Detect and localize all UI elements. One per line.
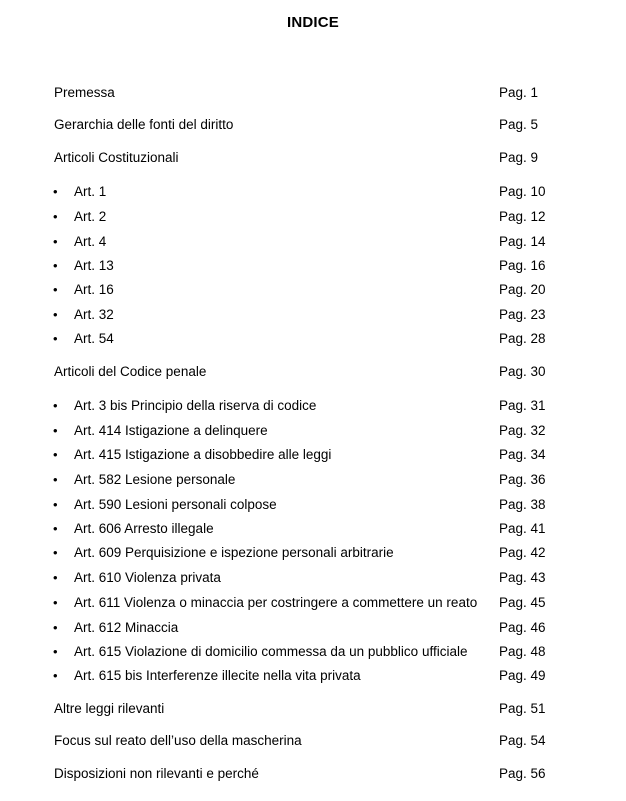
toc-entry-page: Pag. 45: [499, 595, 546, 610]
bullet-icon: •: [53, 644, 58, 659]
page-title: INDICE: [286, 14, 340, 31]
toc-entry: [0, 183, 626, 201]
toc-entry: [0, 422, 626, 440]
bullet-icon: •: [53, 423, 58, 438]
toc-entry-page: Pag. 31: [499, 398, 546, 413]
bullet-icon: •: [53, 521, 58, 536]
toc-entry-page: Pag. 41: [499, 521, 546, 536]
bullet-icon: •: [53, 447, 58, 462]
toc-entry-page: Pag. 56: [499, 766, 546, 781]
toc-entry: [0, 330, 626, 348]
toc-entry: [0, 619, 626, 637]
toc-entry-label: Art. 3 bis Principio della riserva di codice: [74, 398, 317, 413]
toc-entry-label: Art. 415 Istigazione a disobbedire alle leggi: [74, 447, 332, 462]
toc-entry: [0, 281, 626, 299]
bullet-icon: •: [53, 307, 58, 322]
toc-entry-page: Pag. 30: [499, 364, 546, 379]
toc-entry: [0, 306, 626, 324]
toc-entry-label: Art. 611 Violenza o minaccia per costringere a commettere un reato: [74, 595, 478, 610]
toc-entry-page: Pag. 16: [499, 258, 546, 273]
bullet-icon: •: [53, 398, 58, 413]
toc-entry-label: Art. 606 Arresto illegale: [74, 521, 214, 536]
bullet-icon: •: [53, 234, 58, 249]
toc-entry-label: Art. 32: [74, 307, 114, 322]
bullet-icon: •: [53, 258, 58, 273]
toc-entry-label: Art. 4: [74, 234, 107, 249]
bullet-icon: •: [53, 472, 58, 487]
toc-entry-page: Pag. 54: [499, 733, 546, 748]
toc-entry-page: Pag. 12: [499, 209, 546, 224]
toc-entry-label: Art. 582 Lesione personale: [74, 472, 236, 487]
toc-entry-page: Pag. 10: [499, 184, 546, 199]
toc-entry-label: Art. 16: [74, 282, 114, 297]
toc-entry-page: Pag. 23: [499, 307, 546, 322]
toc-entry-page: Pag. 51: [499, 701, 546, 716]
toc-entry: [0, 149, 626, 167]
bullet-icon: •: [53, 209, 58, 224]
toc-entry: [0, 667, 626, 685]
bullet-icon: •: [53, 184, 58, 199]
toc-entry: [0, 700, 626, 718]
toc-entry-page: Pag. 1: [499, 85, 539, 100]
toc-entry: [0, 84, 626, 102]
toc-entry: [0, 363, 626, 381]
toc-entry-label: Art. 615 bis Interferenze illecite nella vita privata: [74, 668, 361, 683]
toc-entry-label: Art. 609 Perquisizione e ispezione personali arbitrarie: [74, 545, 394, 560]
toc-entry-label: Art. 590 Lesioni personali colpose: [74, 497, 277, 512]
toc-entry: [0, 496, 626, 514]
toc-entry-label: Focus sul reato dell’uso della mascherina: [54, 733, 302, 748]
toc-entry: [0, 446, 626, 464]
toc-entry-page: Pag. 46: [499, 620, 546, 635]
toc-entry: [0, 520, 626, 538]
toc-entry: [0, 643, 626, 661]
toc-entry: [0, 765, 626, 783]
bullet-icon: •: [53, 282, 58, 297]
bullet-icon: •: [53, 570, 58, 585]
toc-entry-label: Disposizioni non rilevanti e perché: [54, 766, 259, 781]
toc-entry-label: Art. 612 Minaccia: [74, 620, 179, 635]
bullet-icon: •: [53, 545, 58, 560]
toc-entry-page: Pag. 38: [499, 497, 546, 512]
toc-entry-page: Pag. 14: [499, 234, 546, 249]
toc-entry-label: Art. 610 Violenza privata: [74, 570, 221, 585]
toc-entry-page: Pag. 32: [499, 423, 546, 438]
toc-entry: [0, 544, 626, 562]
bullet-icon: •: [53, 668, 58, 683]
bullet-icon: •: [53, 595, 58, 610]
toc-entry-page: Pag. 48: [499, 644, 546, 659]
bullet-icon: •: [53, 620, 58, 635]
toc-entry: [0, 233, 626, 251]
toc-entry: [0, 208, 626, 226]
toc-entry-page: Pag. 42: [499, 545, 546, 560]
toc-entry-label: Premessa: [54, 85, 115, 100]
bullet-icon: •: [53, 497, 58, 512]
toc-entry-page: Pag. 34: [499, 447, 546, 462]
toc-entry-label: Art. 1: [74, 184, 107, 199]
toc-entry-page: Pag. 5: [499, 117, 539, 132]
toc-entry-page: Pag. 36: [499, 472, 546, 487]
toc-entry: [0, 594, 626, 612]
toc-entry: [0, 569, 626, 587]
toc-entry-page: Pag. 28: [499, 331, 546, 346]
toc-entry-label: Art. 414 Istigazione a delinquere: [74, 423, 268, 438]
toc-entry-page: Pag. 43: [499, 570, 546, 585]
toc-entry-page: Pag. 20: [499, 282, 546, 297]
toc-entry: [0, 732, 626, 750]
toc-entry-label: Altre leggi rilevanti: [54, 701, 165, 716]
toc-entry-label: Articoli Costituzionali: [54, 150, 179, 165]
toc-entry-page: Pag. 49: [499, 668, 546, 683]
toc-entry: [0, 257, 626, 275]
toc-entry-label: Gerarchia delle fonti del diritto: [54, 117, 234, 132]
toc-entry-label: Art. 54: [74, 331, 114, 346]
toc-entry-label: Art. 13: [74, 258, 114, 273]
toc-entry-label: Art. 615 Violazione di domicilio commessa da un pubblico ufficiale: [74, 644, 468, 659]
toc-entry: [0, 116, 626, 134]
bullet-icon: •: [53, 331, 58, 346]
toc-entry: [0, 397, 626, 415]
toc-entry-label: Art. 2: [74, 209, 107, 224]
toc-entry: [0, 471, 626, 489]
toc-entry-label: Articoli del Codice penale: [54, 364, 207, 379]
toc-entry-page: Pag. 9: [499, 150, 539, 165]
